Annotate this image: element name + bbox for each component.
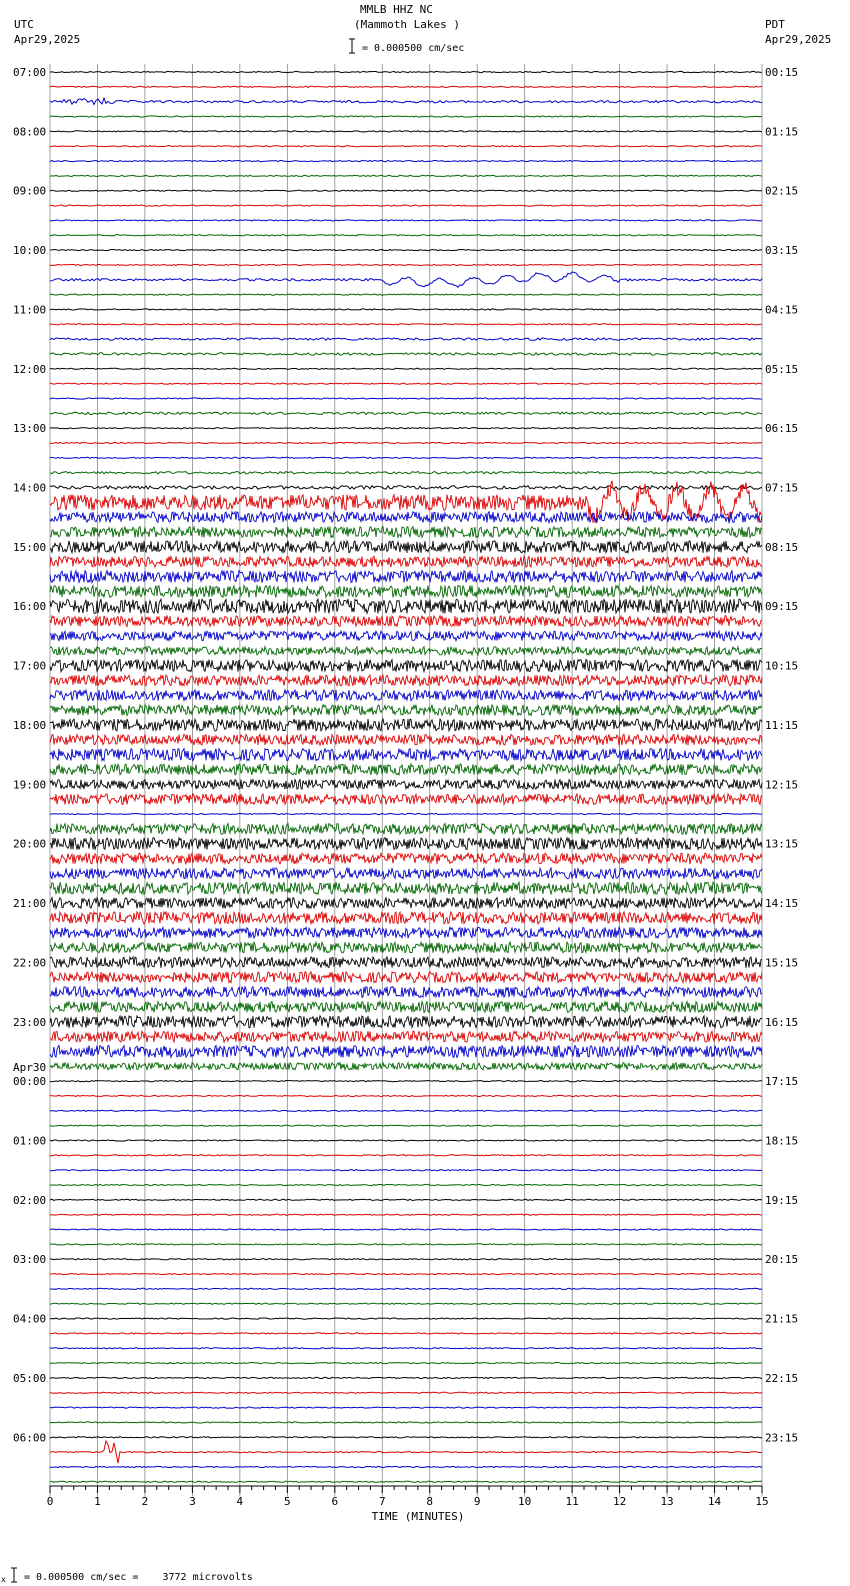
utc-label-12: 19:00 <box>13 778 47 792</box>
pdt-label-1: 01:15 <box>765 125 799 139</box>
trace-47 <box>50 764 762 775</box>
pdt-label-10: 10:15 <box>765 659 799 673</box>
trace-34 <box>50 571 762 583</box>
trace-32 <box>50 541 762 553</box>
trace-68 <box>50 1081 762 1082</box>
seismic-traces <box>50 71 762 1482</box>
utc-label-0: 07:00 <box>13 66 47 79</box>
trace-87 <box>50 1363 762 1364</box>
x-tick-label-6: 6 <box>331 1495 339 1508</box>
left-date: Apr29,2025 <box>14 33 81 46</box>
utc-label-21: 04:00 <box>13 1312 47 1326</box>
trace-41 <box>50 675 762 686</box>
trace-76 <box>50 1199 762 1200</box>
footer-mark: x <box>1 1575 6 1584</box>
trace-54 <box>50 868 762 879</box>
trace-46 <box>50 749 762 761</box>
pdt-label-4: 04:15 <box>765 303 799 317</box>
utc-label-5: 12:00 <box>13 362 47 376</box>
trace-72 <box>50 1140 762 1141</box>
trace-63 <box>50 1002 762 1013</box>
trace-83 <box>50 1303 762 1304</box>
pdt-label-9: 09:15 <box>765 600 799 614</box>
trace-36 <box>50 599 762 613</box>
trace-82 <box>50 1288 762 1289</box>
x-tick-label-14: 14 <box>707 1495 722 1508</box>
trace-92 <box>50 1437 762 1438</box>
utc-label-23: 06:00 <box>13 1431 47 1445</box>
trace-45 <box>50 734 762 745</box>
trace-55 <box>50 882 762 894</box>
pdt-label-22: 22:15 <box>765 1371 799 1385</box>
trace-57 <box>50 912 762 924</box>
trace-10 <box>50 220 762 221</box>
trace-2 <box>50 98 762 104</box>
pdt-label-16: 16:15 <box>765 1015 799 1029</box>
trace-1 <box>50 86 762 87</box>
pdt-label-21: 21:15 <box>765 1312 799 1326</box>
x-tick-label-12: 12 <box>612 1495 627 1508</box>
utc-label-4: 11:00 <box>13 303 47 317</box>
trace-81 <box>50 1274 762 1275</box>
trace-89 <box>50 1392 762 1393</box>
trace-8 <box>50 190 762 191</box>
trace-79 <box>50 1244 762 1245</box>
utc-label-6: 13:00 <box>13 422 47 436</box>
utc-label-10: 17:00 <box>13 659 47 673</box>
pdt-label-2: 02:15 <box>765 184 799 198</box>
footer-scale-bar-icon <box>11 1568 17 1582</box>
trace-42 <box>50 690 762 701</box>
trace-38 <box>50 631 762 641</box>
trace-31 <box>50 527 762 538</box>
trace-50 <box>50 813 762 814</box>
trace-58 <box>50 927 762 938</box>
trace-7 <box>50 175 762 176</box>
trace-48 <box>50 780 762 790</box>
utc-label-20: 03:00 <box>13 1253 47 1267</box>
utc-label-1: 08:00 <box>13 125 47 139</box>
trace-85 <box>50 1333 762 1334</box>
utc-label-13: 20:00 <box>13 837 47 851</box>
pdt-label-0: 00:15 <box>765 66 799 79</box>
pdt-label-18: 18:15 <box>765 1134 799 1148</box>
trace-51 <box>50 823 762 834</box>
trace-23 <box>50 412 762 414</box>
trace-94 <box>50 1466 762 1467</box>
trace-33 <box>50 556 762 567</box>
utc-label-19: 02:00 <box>13 1193 47 1207</box>
pdt-label-8: 08:15 <box>765 540 799 554</box>
x-tick-label-13: 13 <box>660 1495 674 1508</box>
trace-18 <box>50 338 762 340</box>
x-tick-label-2: 2 <box>141 1495 149 1508</box>
trace-43 <box>50 705 762 716</box>
trace-67 <box>50 1063 762 1070</box>
x-tick-label-8: 8 <box>426 1495 434 1508</box>
utc-label-11: 18:00 <box>13 718 47 732</box>
x-tick-label-9: 9 <box>473 1495 481 1508</box>
x-axis-label: TIME (MINUTES) <box>371 1510 465 1523</box>
trace-75 <box>50 1184 762 1185</box>
utc-label-9: 16:00 <box>13 600 47 614</box>
right-timezone: PDT <box>765 18 785 31</box>
trace-53 <box>50 853 762 864</box>
x-tick-label-4: 4 <box>236 1495 244 1508</box>
trace-78 <box>50 1229 762 1230</box>
utc-label-18: 01:00 <box>13 1134 47 1148</box>
pdt-label-6: 06:15 <box>765 422 799 436</box>
pdt-label-17: 17:15 <box>765 1075 799 1089</box>
trace-5 <box>50 146 762 147</box>
utc-label-3: 10:00 <box>13 244 47 258</box>
trace-44 <box>50 719 762 731</box>
trace-21 <box>50 383 762 384</box>
trace-73 <box>50 1155 762 1156</box>
pdt-label-12: 12:15 <box>765 778 799 792</box>
trace-86 <box>50 1348 762 1349</box>
trace-19 <box>50 353 762 355</box>
trace-3 <box>50 116 762 117</box>
trace-71 <box>50 1125 762 1126</box>
trace-62 <box>50 987 762 998</box>
trace-84 <box>50 1318 762 1319</box>
trace-70 <box>50 1110 762 1111</box>
footer-scale-note: = 0.000500 cm/sec = 3772 microvolts <box>24 1572 253 1583</box>
pdt-label-13: 13:15 <box>765 837 799 851</box>
station-title: MMLB HHZ NC <box>360 3 433 16</box>
trace-40 <box>50 660 762 672</box>
left-timezone: UTC <box>14 18 34 31</box>
right-date: Apr29,2025 <box>765 33 832 46</box>
location-subtitle: (Mammoth Lakes ) <box>354 18 460 31</box>
trace-52 <box>50 838 762 850</box>
trace-39 <box>50 647 762 655</box>
utc-label-8: 15:00 <box>13 540 47 554</box>
utc-label-2: 09:00 <box>13 184 47 198</box>
trace-26 <box>50 457 762 458</box>
trace-60 <box>50 957 762 968</box>
x-tick-label-7: 7 <box>378 1495 386 1508</box>
pdt-label-20: 20:15 <box>765 1253 799 1267</box>
trace-35 <box>50 585 762 597</box>
day-change-label: Apr30 <box>13 1061 47 1075</box>
x-axis <box>47 1486 769 1523</box>
trace-64 <box>50 1016 762 1028</box>
trace-66 <box>50 1045 762 1057</box>
trace-59 <box>50 942 762 953</box>
trace-91 <box>50 1422 762 1423</box>
trace-28 <box>50 486 762 490</box>
trace-49 <box>50 794 762 805</box>
trace-80 <box>50 1259 762 1260</box>
utc-label-7: 14:00 <box>13 481 47 495</box>
trace-17 <box>50 324 762 325</box>
trace-90 <box>50 1407 762 1408</box>
trace-27 <box>50 472 762 474</box>
x-tick-label-11: 11 <box>565 1495 579 1508</box>
x-tick-label-0: 0 <box>46 1495 54 1508</box>
pdt-label-19: 19:15 <box>765 1193 799 1207</box>
trace-61 <box>50 972 762 983</box>
scale-bar-icon <box>349 39 355 53</box>
pdt-label-3: 03:15 <box>765 244 799 258</box>
trace-56 <box>50 898 762 909</box>
trace-6 <box>50 160 762 161</box>
utc-label-15: 22:00 <box>13 956 47 970</box>
trace-69 <box>50 1095 762 1096</box>
trace-77 <box>50 1214 762 1215</box>
trace-95 <box>50 1481 762 1482</box>
pdt-label-7: 07:15 <box>765 481 799 495</box>
trace-0 <box>50 71 762 72</box>
trace-24 <box>50 428 762 429</box>
trace-20 <box>50 368 762 369</box>
utc-label-14: 21:00 <box>13 897 47 911</box>
trace-88 <box>50 1377 762 1378</box>
x-tick-label-15: 15 <box>755 1495 769 1508</box>
trace-74 <box>50 1170 762 1171</box>
trace-25 <box>50 442 762 443</box>
utc-label-17: 00:00 <box>13 1075 47 1089</box>
pdt-label-11: 11:15 <box>765 718 799 732</box>
pdt-label-5: 05:15 <box>765 362 799 376</box>
trace-4 <box>50 131 762 132</box>
x-tick-label-10: 10 <box>518 1495 532 1508</box>
trace-13 <box>50 264 762 265</box>
trace-11 <box>50 235 762 236</box>
x-tick-label-1: 1 <box>94 1495 101 1508</box>
trace-93 <box>50 1441 762 1463</box>
trace-12 <box>50 250 762 251</box>
trace-22 <box>50 398 762 399</box>
trace-9 <box>50 205 762 206</box>
pdt-label-14: 14:15 <box>765 897 799 911</box>
x-tick-label-5: 5 <box>284 1495 291 1508</box>
trace-15 <box>50 294 762 295</box>
x-tick-label-3: 3 <box>189 1495 196 1508</box>
utc-label-16: 23:00 <box>13 1015 47 1029</box>
trace-16 <box>50 309 762 310</box>
scale-label: = 0.000500 cm/sec <box>362 43 465 54</box>
trace-14 <box>50 272 762 287</box>
utc-label-22: 05:00 <box>13 1371 47 1385</box>
pdt-label-15: 15:15 <box>765 956 799 970</box>
pdt-label-23: 23:15 <box>765 1431 799 1445</box>
trace-37 <box>50 616 762 627</box>
trace-65 <box>50 1031 762 1042</box>
trace-30 <box>50 512 762 523</box>
